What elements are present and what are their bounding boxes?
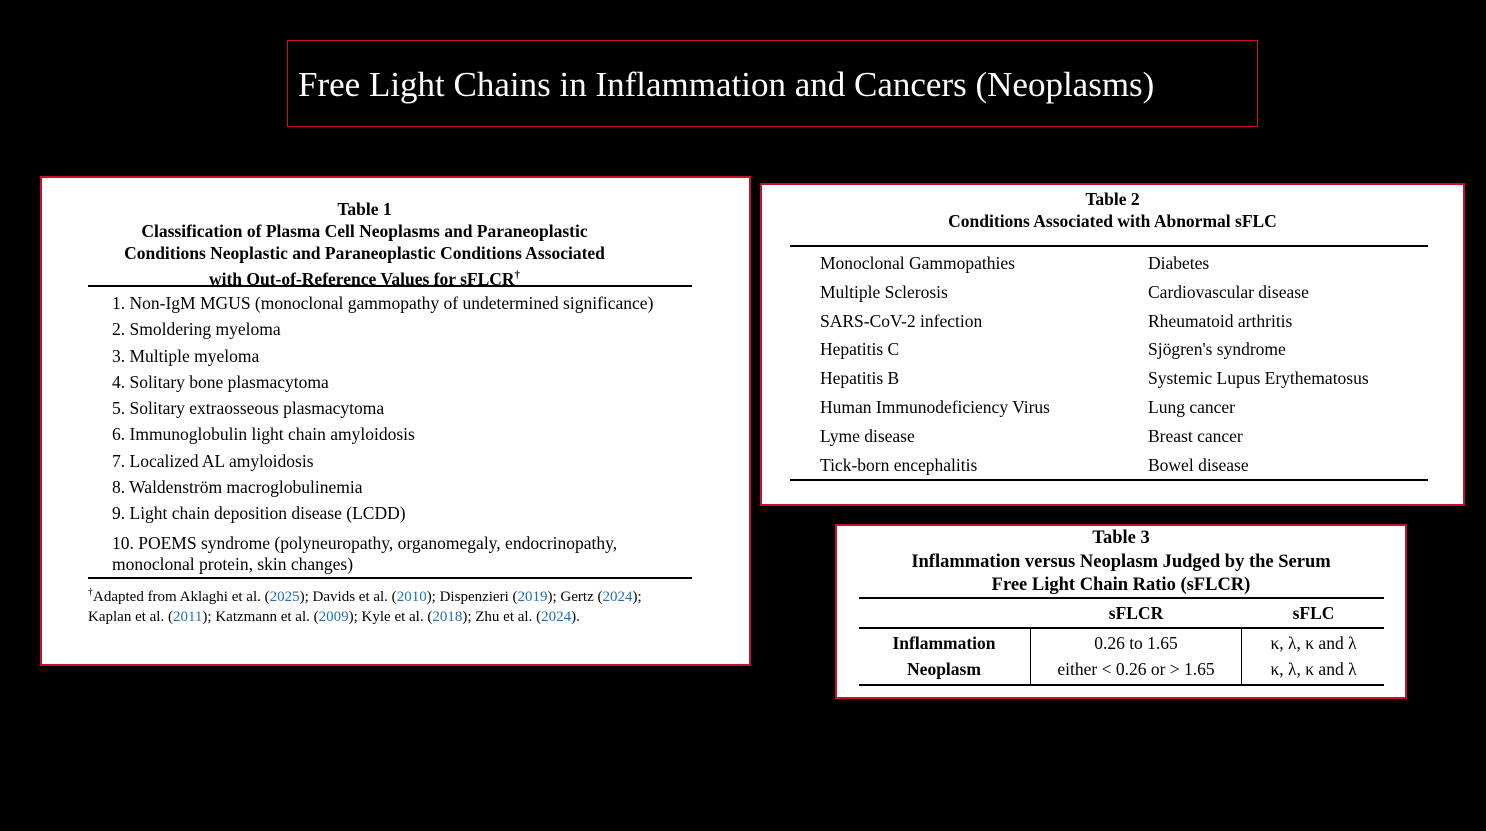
- table-row: [820, 307, 1420, 336]
- table-cell: Systemic Lupus Erythematosus: [1148, 368, 1369, 389]
- table3-panel: [835, 524, 1407, 699]
- table1-caption-line3: with Out-of-Reference Values for sFLCR: [208, 268, 515, 289]
- list-item: 2. Smoldering myeloma: [112, 319, 281, 340]
- footnote-year-link[interactable]: 2019: [517, 589, 548, 605]
- table-header-cell: sFLC: [1292, 603, 1335, 623]
- table3-top-rule: [859, 597, 1384, 599]
- table-cell: Breast cancer: [1148, 425, 1243, 446]
- table1-caption-line2: Conditions Neoplastic and Paraneoplastic Conditions Associated: [124, 243, 605, 263]
- list-item: 1. Non-IgM MGUS (monoclonal gammopathy of undetermined significance): [112, 293, 654, 313]
- table-cell: Hepatitis B: [820, 368, 900, 389]
- table3-caption: [837, 527, 1405, 598]
- table-cell: Hepatitis C: [820, 339, 900, 360]
- slide-title: Free Light Chains in Inflammation and Cancers (Neoplasms): [287, 40, 1258, 127]
- footnote-year-link[interactable]: 2018: [432, 609, 463, 625]
- table3-caption-line2: Free Light Chain Ratio (sFLCR): [991, 575, 1251, 595]
- table-row: [859, 656, 1384, 682]
- table-cell: Diabetes: [1148, 253, 1210, 273]
- table1-label: Table 1: [337, 199, 392, 219]
- table3-caption-line1: Inflammation versus Neoplasm Judged by the Serum: [911, 551, 1331, 572]
- table-cell: 0.26 to 1.65: [1094, 633, 1178, 653]
- table-cell: Human Immunodeficiency Virus: [820, 396, 1050, 417]
- table-row: [820, 278, 1420, 307]
- list-item: 8. Waldenström macroglobulinemia: [112, 477, 363, 498]
- table1-footnote: [88, 583, 658, 627]
- list-item: 3. Multiple myeloma: [112, 345, 260, 366]
- table1-panel: [40, 176, 751, 666]
- footnote-year-link[interactable]: 2024: [602, 589, 633, 605]
- table-cell: Lung cancer: [1148, 396, 1235, 417]
- footnote-mark: †: [88, 587, 93, 598]
- list-item: 7. Localized AL amyloidosis: [112, 450, 314, 471]
- table1-bottom-rule: [88, 577, 692, 579]
- table-cell: Monoclonal Gammopathies: [820, 253, 1015, 273]
- table1-caption-line1: Classification of Plasma Cell Neoplasms and Paraneoplastic: [141, 221, 588, 241]
- footnote-year-link[interactable]: 2009: [318, 609, 349, 625]
- table2-label: Table 2: [1085, 189, 1140, 209]
- table-row: [859, 630, 1384, 656]
- footnote-year-link[interactable]: 2010: [396, 589, 427, 605]
- footnote-text: ); Kaplan et al. (: [88, 589, 642, 625]
- table2-panel: [760, 183, 1465, 506]
- table1-caption: [42, 198, 687, 290]
- list-item: 6. Immunoglobulin light chain amyloidosis: [112, 424, 415, 445]
- table3-header-row: [859, 600, 1384, 626]
- table-cell: either < 0.26 or > 1.65: [1057, 659, 1215, 679]
- list-item: 5. Solitary extraosseous plasmacytoma: [112, 398, 385, 419]
- table-cell: Inflammation: [892, 633, 996, 653]
- footnote-text: ).: [571, 609, 580, 625]
- footnote-year-link[interactable]: 2024: [541, 609, 572, 625]
- table-cell: SARS-CoV-2 infection: [820, 310, 983, 331]
- table-cell: κ, λ, κ and λ: [1270, 659, 1357, 679]
- footnote-text: ); Gertz (: [547, 589, 603, 605]
- table2-bottom-rule: [790, 479, 1428, 481]
- table-cell: Rheumatoid arthritis: [1148, 310, 1293, 331]
- table2-top-rule: [790, 245, 1428, 247]
- footnote-year-link[interactable]: 2025: [269, 589, 300, 605]
- table-row: [820, 335, 1420, 364]
- table-cell: Tick-born encephalitis: [820, 454, 978, 475]
- footnote-year-link[interactable]: 2011: [172, 609, 203, 625]
- table-row: [820, 451, 1420, 480]
- table-header-cell: sFLCR: [1108, 603, 1164, 623]
- table-row: [820, 364, 1420, 393]
- table-cell: Neoplasm: [907, 659, 981, 679]
- table-cell: Bowel disease: [1148, 454, 1249, 475]
- table1-list: [112, 290, 712, 575]
- table2-grid: [820, 249, 1420, 479]
- table-cell: Cardiovascular disease: [1148, 281, 1309, 302]
- table-cell: Sjögren's syndrome: [1148, 339, 1286, 360]
- footnote-text: ); Dispenzieri (: [426, 589, 518, 605]
- table3-bottom-rule: [859, 684, 1384, 686]
- list-item: 9. Light chain deposition disease (LCDD): [112, 503, 406, 524]
- footnote-text: ); Zhu et al. (: [462, 609, 542, 625]
- table-row: [820, 249, 1420, 278]
- table-row: [820, 422, 1420, 451]
- table3-label: Table 3: [1092, 528, 1150, 548]
- table-cell: κ, λ, κ and λ: [1270, 633, 1357, 653]
- table1-top-rule: [88, 285, 692, 287]
- table3-header-rule: [859, 627, 1384, 629]
- table-row: [820, 393, 1420, 422]
- list-item: 4. Solitary bone plasmacytoma: [112, 371, 329, 392]
- table2-title: Conditions Associated with Abnormal sFLC: [948, 211, 1277, 231]
- footnote-text: ); Kyle et al. (: [348, 609, 433, 625]
- list-item: 10. POEMS syndrome (polyneuropathy, organomegaly, endocrinopathy, monoclonal protein, skin changes): [112, 532, 618, 574]
- table-cell: Lyme disease: [820, 425, 915, 446]
- footnote-lead: Adapted from Aklaghi et al. (: [93, 589, 270, 605]
- footnote-text: ); Davids et al. (: [299, 589, 397, 605]
- table1-caption-mark: †: [514, 269, 521, 281]
- table2-caption: [762, 188, 1463, 232]
- table-cell: Multiple Sclerosis: [820, 281, 948, 302]
- footnote-text: ); Katzmann et al. (: [202, 609, 319, 625]
